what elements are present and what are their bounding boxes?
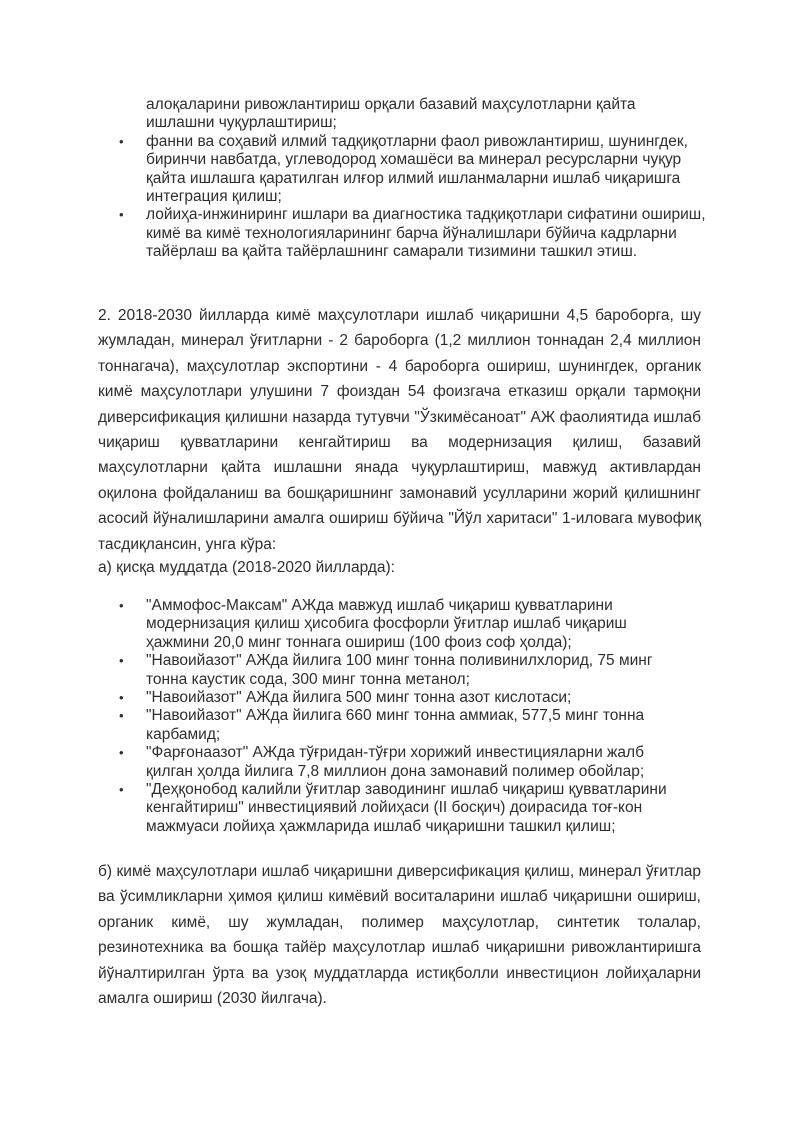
- bullet-icon: •: [119, 653, 124, 669]
- bullet-icon: •: [119, 690, 124, 706]
- bullet-icon: •: [119, 708, 124, 724]
- bullet-icon: •: [119, 207, 124, 223]
- paragraph-a: а) қисқа муддатда (2018-2020 йилларда):: [98, 559, 395, 576]
- list-item: [119, 597, 691, 652]
- bullet-icon: •: [119, 598, 124, 613]
- list-item: [119, 132, 706, 207]
- list-item: [119, 206, 706, 261]
- list-item-text: "Навоийазот" АЖда йилига 100 минг тонна поливинилхлорид, 75 минг тонна каустик сода, 300 минг тонна метанол;: [146, 652, 653, 688]
- list-item: [146, 96, 706, 133]
- bullet-list-short-term: [119, 597, 691, 836]
- list-item: [119, 744, 691, 781]
- list-item-text: "Аммофос-Максам" АЖда мавжуд ишлаб чиқариш қувватларини модернизация қилиш ҳисобига фосфорли ўғитлар ишлаб чиқариш ҳажмини 20,0 минг тоннага ошириш (100 фоиз соф ҳолда);: [146, 597, 627, 651]
- list-item-text: алоқаларини ривожлантириш орқали базавий маҳсулотларни қайта ишлашни чуқурлаштириш;: [146, 96, 636, 132]
- paragraph-b: б) кимё маҳсулотлари ишлаб чиқаришни диверсификация қилиш, минерал ўғитлар ва ўсимликларни ҳимоя қилиш кимёвий воситаларини ишлаб чиқаришни ошириш, органик кимё, шу жумладан, полимер маҳсулотлар, синтетик толалар, резинотехника ва бошқа тайёр маҳсулотлар ишлаб чиқаришни ривожлантиришга йўналтирилган ўрта ва узоқ муддатларда истиқболли инвестицион лойиҳаларни амалга ошириш (2030 йилгача).: [98, 863, 701, 1008]
- list-item-text: "Фарғонаазот" АЖда тўғридан-тўғри хорижий инвестицияларни жалб қилган ҳолда йилига 7,8 миллион дона замонавий полимер обойлар;: [146, 744, 645, 780]
- list-item: [119, 652, 691, 689]
- bullet-icon: •: [119, 745, 124, 761]
- list-item: [119, 781, 691, 836]
- list-item-text: лойиҳа-инжиниринг ишлари ва диагностика тадқиқотлари сифатини ошириш, кимё ва кимё технологияларининг барча йўналишлари бўйича кадрларни тайёрлаш ва қайта тайёрлашнинг самарали тизимини ташкил этиш.: [146, 206, 706, 261]
- bullet-icon: •: [119, 133, 124, 149]
- list-item-text: фанни ва соҳавий илмий тадқиқотларни фаол ривожлантириш, шунингдек, биринчи навбатда, углеводород хомашёси ва минерал ресурсларни чуқур қайта ишлашга қаратилган илғор илмий ишланмаларни ишлаб чиқаришга интеграция қилиш;: [146, 132, 688, 206]
- list-item: [119, 707, 691, 744]
- list-item-text: "Навоийазот" АЖда йилига 660 минг тонна аммиак, 577,5 минг тонна карбамид;: [146, 707, 645, 743]
- paragraph-2: 2. 2018-2030 йилларда кимё маҳсулотлари ишлаб чиқаришни 4,5 бароборга, шу жумладан, минерал ўғитларни - 2 бароборга (1,2 миллион тоннадан 2,4 миллион тоннагача), маҳсулотлар экспортини - 4 бароборга ошириш, шунингдек, органик кимё маҳсулотлари улушини 7 фоиздан 54 фоизгача етказиш орқали тармоқни диверсификация қилишни назарда тутувчи "Ўзкимёсаноат" АЖ фаолиятида ишлаб чиқариш қувватларини кенгайтириш ва модернизация қилиш, базавий маҳсулотларни қайта ишлашни янада чуқурлаштириш, мавжуд активлардан оқилона фойдаланиш ва бошқаришнинг замонавий усулларини жорий қилишнинг асосий йўналишларини амалга ошириш бўйича "Йўл харитаси" 1-иловага мувофиқ тасдиқлансин, унга кўра:: [98, 307, 701, 553]
- list-item: [119, 689, 691, 707]
- list-item-text: "Навоийазот" АЖда йилига 500 минг тонна азот кислотаси;: [146, 689, 572, 707]
- bullet-list-top: [119, 96, 706, 262]
- bullet-icon: •: [119, 782, 124, 798]
- list-item-text: "Деҳқонобод калийли ўғитлар заводининг ишлаб чиқариш қувватларини кенгайтириш" инвестициявий лойиҳаси (II босқич) доирасида тоғ-кон мажмуаси лойиҳа ҳажмларида ишлаб чиқаришни ташкил қилиш;: [146, 781, 667, 835]
